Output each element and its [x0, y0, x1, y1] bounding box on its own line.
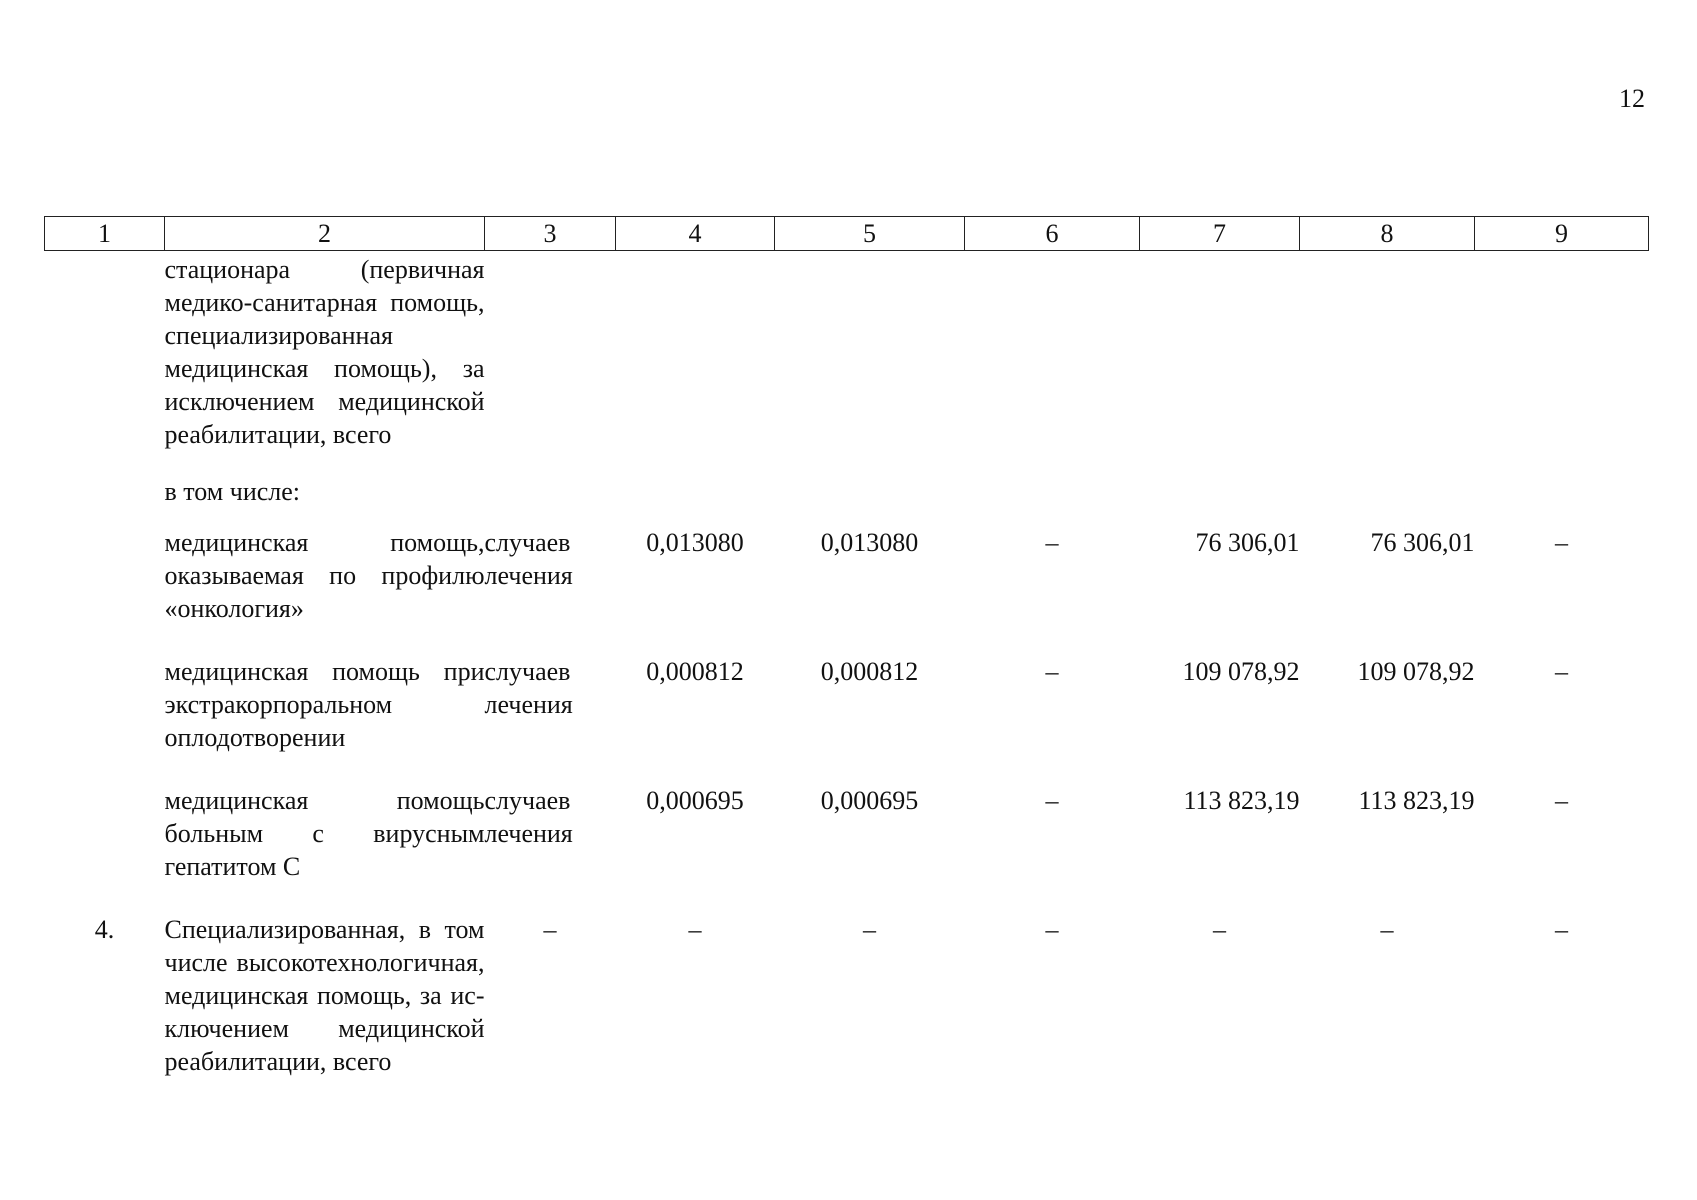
continuation-row	[45, 251, 1649, 476]
row-col8: 76 306,01	[1370, 528, 1475, 557]
section-col8: –	[1380, 915, 1394, 944]
row-col8: 109 078,92	[1357, 657, 1475, 686]
row-col8: 113 823,19	[1358, 786, 1475, 815]
row-col4: 0,013080	[646, 528, 744, 557]
col-header-7: 7	[1140, 217, 1300, 251]
col-header-1: 1	[45, 217, 165, 251]
col-header-4: 4	[616, 217, 775, 251]
data-table	[44, 216, 1649, 1078]
section-number: 4.	[94, 915, 115, 944]
row-col4: 0,000695	[646, 786, 744, 815]
subheading-text: в том числе:	[164, 477, 301, 506]
col-header-9: 9	[1475, 217, 1649, 251]
row-col6: –	[1045, 657, 1059, 686]
table-row	[45, 784, 1649, 913]
section-col4: –	[688, 915, 702, 944]
row-col5: 0,013080	[820, 528, 919, 557]
row-col9: –	[1555, 786, 1568, 815]
section-col6: –	[1045, 915, 1059, 944]
row-name: медицинская помощь больным с вирусным гепатитом С	[164, 786, 485, 881]
row-name: медицинская помощь, оказываемая по профилю «онкология»	[164, 528, 485, 623]
section-col7: –	[1213, 915, 1226, 944]
row-col6: –	[1045, 786, 1059, 815]
section-name: Специализированная, в том числе высокотехнологичная, медицинская помощь, за исключением медицинской реабилитации, всего	[164, 915, 485, 1076]
row-col4: 0,000812	[646, 657, 744, 686]
section-col9: –	[1555, 915, 1568, 944]
row-col7: 113 823,19	[1183, 786, 1300, 815]
row-col5: 0,000695	[820, 786, 919, 815]
row-col9: –	[1555, 528, 1568, 557]
col-header-8: 8	[1300, 217, 1475, 251]
col-header-5: 5	[775, 217, 965, 251]
col-header-3: 3	[485, 217, 616, 251]
table-row	[45, 526, 1649, 655]
section-row	[45, 913, 1649, 1078]
row-name: медицинская помощь при экстракорпоральном оплодотворении	[164, 657, 485, 752]
page-number: 12	[1619, 84, 1645, 113]
continuation-text: стационара (первичная медико-санитарная помощь, специализированная медицинская помощь), за исключением медицинской реабилитации, всего	[164, 255, 485, 449]
section-col3: –	[543, 915, 557, 944]
col-header-6: 6	[965, 217, 1140, 251]
row-col7: 76 306,01	[1195, 528, 1300, 557]
table-row	[45, 655, 1649, 784]
row-col5: 0,000812	[820, 657, 919, 686]
row-unit: случаев лечения	[484, 528, 573, 590]
row-col6: –	[1045, 528, 1059, 557]
row-unit: случаев лечения	[484, 786, 573, 848]
subheading-row	[45, 475, 1649, 526]
row-unit: случаев лечения	[484, 657, 573, 719]
section-col5: –	[863, 915, 876, 944]
row-col9: –	[1555, 657, 1568, 686]
row-col7: 109 078,92	[1182, 657, 1300, 686]
column-number-header	[45, 217, 1649, 251]
col-header-2: 2	[165, 217, 485, 251]
